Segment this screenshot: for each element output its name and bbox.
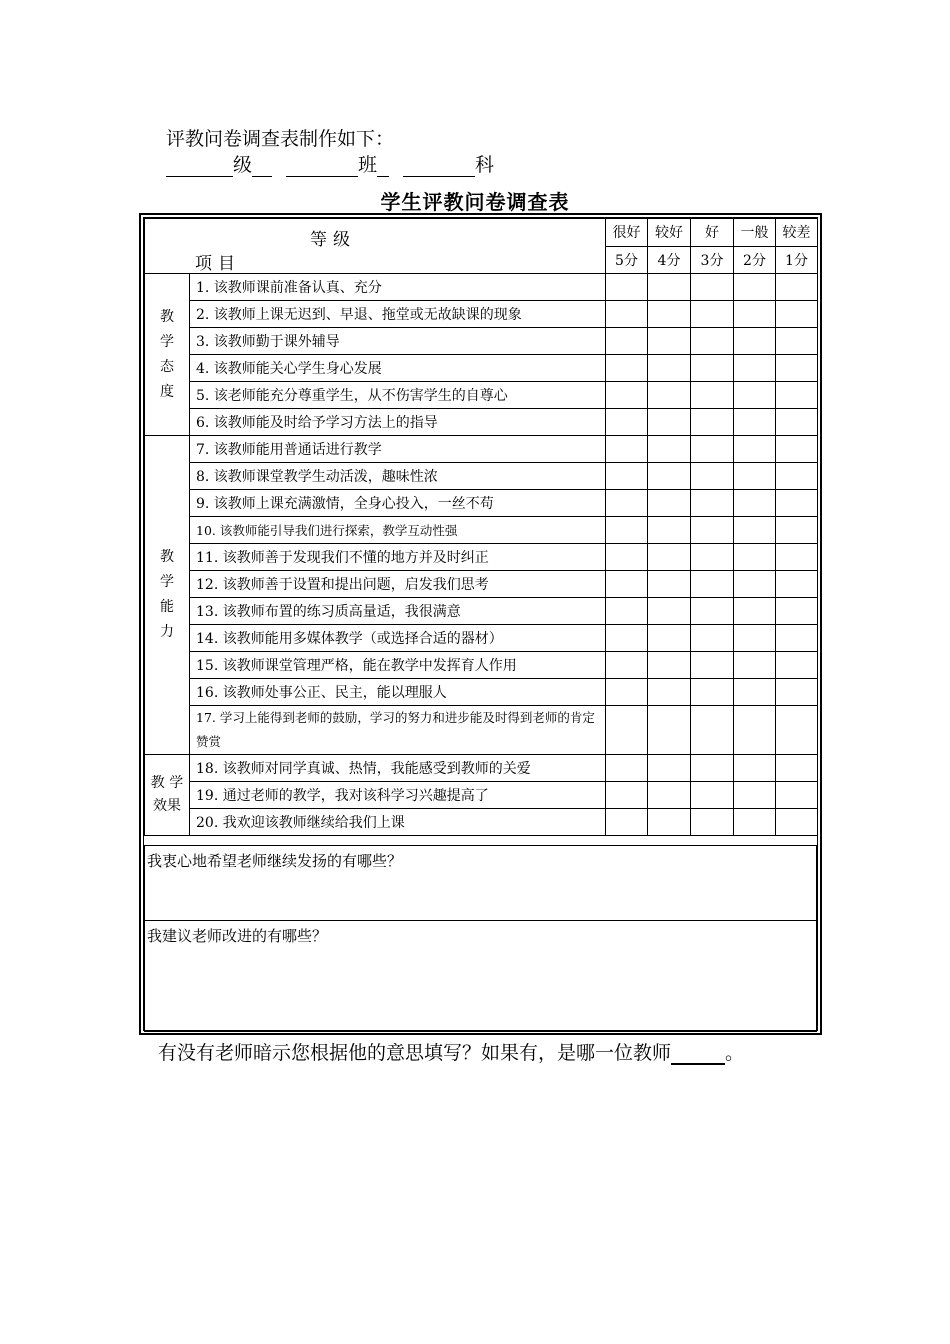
question-item: 6. 该教师能及时给予学习方法上的指导 <box>190 409 606 436</box>
rating-label: 较差 <box>776 219 818 247</box>
rating-cell[interactable] <box>606 409 648 436</box>
grade-label: 级 <box>233 154 253 176</box>
rating-points: 1分 <box>776 246 818 274</box>
rating-cell[interactable] <box>776 544 818 571</box>
question-item: 8. 该教师课堂教学生动活泼，趣味性浓 <box>190 463 606 490</box>
rating-cell[interactable] <box>691 571 734 598</box>
table-row <box>145 382 818 409</box>
footer-question <box>158 1038 744 1065</box>
rating-cell[interactable] <box>691 274 734 301</box>
rating-cell[interactable] <box>776 382 818 409</box>
rating-cell[interactable] <box>606 544 648 571</box>
header-row-labels <box>145 219 818 247</box>
rating-cell[interactable] <box>734 652 776 679</box>
rating-cell[interactable] <box>648 517 691 544</box>
rating-label: 很好 <box>606 219 648 247</box>
rating-cell[interactable] <box>648 274 691 301</box>
rating-cell[interactable] <box>606 625 648 652</box>
rating-cell[interactable] <box>648 355 691 382</box>
table-row <box>145 782 818 809</box>
rating-cell[interactable] <box>691 355 734 382</box>
rating-cell[interactable] <box>734 517 776 544</box>
rating-cell[interactable] <box>776 436 818 463</box>
question-keep-box[interactable] <box>144 845 817 921</box>
rating-cell[interactable] <box>776 517 818 544</box>
rating-points: 5分 <box>606 246 648 274</box>
rating-cell[interactable] <box>648 625 691 652</box>
question-item: 7. 该教师能用普通话进行教学 <box>190 436 606 463</box>
rating-cell[interactable] <box>606 517 648 544</box>
rating-points: 3分 <box>691 246 734 274</box>
table-row <box>145 301 818 328</box>
section-label <box>145 274 190 436</box>
rating-cell[interactable] <box>606 706 648 755</box>
rating-cell[interactable] <box>648 782 691 809</box>
question-item: 20. 我欢迎该教师继续给我们上课 <box>190 809 606 836</box>
footer-text: 有没有老师暗示您根据他的意思填写？如果有，是哪一位教师 <box>158 1042 672 1064</box>
table-row <box>145 706 818 755</box>
rating-cell[interactable] <box>776 355 818 382</box>
table-row <box>145 598 818 625</box>
rating-cell[interactable] <box>648 436 691 463</box>
rating-cell[interactable] <box>648 490 691 517</box>
rating-cell[interactable] <box>691 755 734 782</box>
section-name: 教 学 能 力 <box>160 549 174 640</box>
rating-cell[interactable] <box>606 571 648 598</box>
rating-cell[interactable] <box>606 755 648 782</box>
rating-cell[interactable] <box>691 382 734 409</box>
section-name: 教 学 效果 <box>150 775 184 814</box>
rating-cell[interactable] <box>691 544 734 571</box>
rating-points: 4分 <box>648 246 691 274</box>
rating-cell[interactable] <box>648 652 691 679</box>
survey-sheet <box>139 213 822 1035</box>
rating-cell[interactable] <box>734 355 776 382</box>
rating-cell[interactable] <box>648 706 691 755</box>
rating-cell[interactable] <box>776 755 818 782</box>
table-row <box>145 436 818 463</box>
header-item: 项目 <box>195 254 241 274</box>
rating-cell[interactable] <box>648 463 691 490</box>
rating-cell[interactable] <box>691 517 734 544</box>
rating-cell[interactable] <box>776 301 818 328</box>
rating-cell[interactable] <box>691 679 734 706</box>
question-item: 3. 该教师勤于课外辅导 <box>190 328 606 355</box>
question-improve: 我建议老师改进的有哪些？ <box>147 927 328 945</box>
rating-cell[interactable] <box>776 598 818 625</box>
intro-text: 评教问卷调查表制作如下： <box>166 128 395 150</box>
rating-cell[interactable] <box>734 409 776 436</box>
rating-cell[interactable] <box>648 679 691 706</box>
section-label <box>145 436 190 755</box>
grade-fill[interactable] <box>166 150 272 174</box>
table-row <box>145 517 818 544</box>
question-item: 10. 该教师能引导我们进行探索，教学互动性强 <box>190 517 606 544</box>
table-row <box>145 409 818 436</box>
rating-cell[interactable] <box>606 490 648 517</box>
rating-cell[interactable] <box>734 490 776 517</box>
rating-cell[interactable] <box>691 598 734 625</box>
rating-cell[interactable] <box>606 355 648 382</box>
table-row <box>145 355 818 382</box>
rating-cell[interactable] <box>648 571 691 598</box>
question-item: 16. 该教师处事公正、民主，能以理服人 <box>190 679 606 706</box>
rating-cell[interactable] <box>734 328 776 355</box>
rating-cell[interactable] <box>776 782 818 809</box>
rating-cell[interactable] <box>648 409 691 436</box>
section-label <box>145 755 190 836</box>
table-row <box>145 571 818 598</box>
rating-table <box>144 218 818 836</box>
rating-cell[interactable] <box>734 782 776 809</box>
table-row <box>145 625 818 652</box>
rating-cell[interactable] <box>776 809 818 836</box>
rating-cell[interactable] <box>691 463 734 490</box>
header-level: 等级 <box>310 230 356 250</box>
table-row <box>145 328 818 355</box>
question-item: 5. 该老师能充分尊重学生，从不伤害学生的自尊心 <box>190 382 606 409</box>
table-row <box>145 274 818 301</box>
rating-cell[interactable] <box>776 571 818 598</box>
subject-fill[interactable] <box>403 150 494 174</box>
rating-cell[interactable] <box>648 328 691 355</box>
rating-cell[interactable] <box>606 652 648 679</box>
rating-cell[interactable] <box>776 652 818 679</box>
rating-cell[interactable] <box>776 679 818 706</box>
rating-cell[interactable] <box>776 409 818 436</box>
rating-cell[interactable] <box>648 598 691 625</box>
rating-label: 一般 <box>734 219 776 247</box>
rating-cell[interactable] <box>734 544 776 571</box>
rating-cell[interactable] <box>606 274 648 301</box>
header-corner <box>145 219 606 274</box>
rating-cell[interactable] <box>606 301 648 328</box>
rating-cell[interactable] <box>648 382 691 409</box>
rating-cell[interactable] <box>776 463 818 490</box>
question-keep: 我衷心地希望老师继续发扬的有哪些？ <box>147 852 403 870</box>
rating-label: 好 <box>691 219 734 247</box>
question-item: 15. 该教师课堂管理严格，能在教学中发挥育人作用 <box>190 652 606 679</box>
question-item: 12. 该教师善于设置和提出问题，启发我们思考 <box>190 571 606 598</box>
rating-cell[interactable] <box>648 301 691 328</box>
rating-cell[interactable] <box>606 463 648 490</box>
rating-cell[interactable] <box>648 755 691 782</box>
question-item: 19. 通过老师的教学，我对该科学习兴趣提高了 <box>190 782 606 809</box>
rating-cell[interactable] <box>606 328 648 355</box>
rating-cell[interactable] <box>691 301 734 328</box>
rating-cell[interactable] <box>734 436 776 463</box>
rating-cell[interactable] <box>734 598 776 625</box>
rating-cell[interactable] <box>606 809 648 836</box>
rating-cell[interactable] <box>648 544 691 571</box>
rating-cell[interactable] <box>691 436 734 463</box>
table-row <box>145 463 818 490</box>
rating-label: 较好 <box>648 219 691 247</box>
rating-cell[interactable] <box>606 598 648 625</box>
question-item: 2. 该教师上课无迟到、早退、拖堂或无故缺课的现象 <box>190 301 606 328</box>
question-item: 18. 该教师对同学真诚、热情，我能感受到教师的关爱 <box>190 755 606 782</box>
question-item: 11. 该教师善于发现我们不懂的地方并及时纠正 <box>190 544 606 571</box>
rating-cell[interactable] <box>734 679 776 706</box>
rating-cell[interactable] <box>691 809 734 836</box>
rating-points: 2分 <box>734 246 776 274</box>
rating-cell[interactable] <box>691 490 734 517</box>
rating-cell[interactable] <box>734 463 776 490</box>
table-row <box>145 544 818 571</box>
rating-cell[interactable] <box>734 382 776 409</box>
rating-cell[interactable] <box>776 706 818 755</box>
question-item: 1. 该教师课前准备认真、充分 <box>190 274 606 301</box>
question-item: 9. 该教师上课充满激情，全身心投入，一丝不苟 <box>190 490 606 517</box>
table-row <box>145 809 818 836</box>
survey-title: 学生评教问卷调查表 <box>380 190 570 214</box>
rating-cell[interactable] <box>691 328 734 355</box>
rating-cell[interactable] <box>606 679 648 706</box>
rating-cell[interactable] <box>648 809 691 836</box>
rating-cell[interactable] <box>734 274 776 301</box>
rating-cell[interactable] <box>734 301 776 328</box>
rating-cell[interactable] <box>734 706 776 755</box>
class-fill[interactable] <box>286 150 389 174</box>
rating-cell[interactable] <box>606 782 648 809</box>
rating-cell[interactable] <box>776 625 818 652</box>
question-item: 13. 该教师布置的练习质高量适，我很满意 <box>190 598 606 625</box>
rating-cell[interactable] <box>776 490 818 517</box>
rating-cell[interactable] <box>734 809 776 836</box>
question-item: 4. 该教师能关心学生身心发展 <box>190 355 606 382</box>
rating-cell[interactable] <box>691 625 734 652</box>
rating-cell[interactable] <box>606 436 648 463</box>
rating-cell[interactable] <box>691 409 734 436</box>
rating-cell[interactable] <box>734 571 776 598</box>
rating-cell[interactable] <box>776 274 818 301</box>
table-row <box>145 679 818 706</box>
question-item: 17. 学习上能得到老师的鼓励，学习的努力和进步能及时得到老师的肯定赞赏 <box>190 706 606 755</box>
rating-cell[interactable] <box>776 328 818 355</box>
rating-cell[interactable] <box>691 706 734 755</box>
subject-label: 科 <box>475 154 495 176</box>
rating-cell[interactable] <box>606 382 648 409</box>
rating-cell[interactable] <box>734 625 776 652</box>
class-label: 班 <box>358 154 378 176</box>
table-row <box>145 755 818 782</box>
table-row <box>145 490 818 517</box>
rating-cell[interactable] <box>734 755 776 782</box>
table-row <box>145 652 818 679</box>
rating-cell[interactable] <box>691 782 734 809</box>
teacher-name-blank[interactable] <box>671 1043 725 1065</box>
question-improve-box[interactable] <box>144 920 817 1032</box>
footer-end: 。 <box>725 1042 745 1064</box>
question-item: 14. 该教师能用多媒体教学（或选择合适的器材） <box>190 625 606 652</box>
section-name: 教 学 态 度 <box>160 308 174 400</box>
rating-cell[interactable] <box>691 652 734 679</box>
